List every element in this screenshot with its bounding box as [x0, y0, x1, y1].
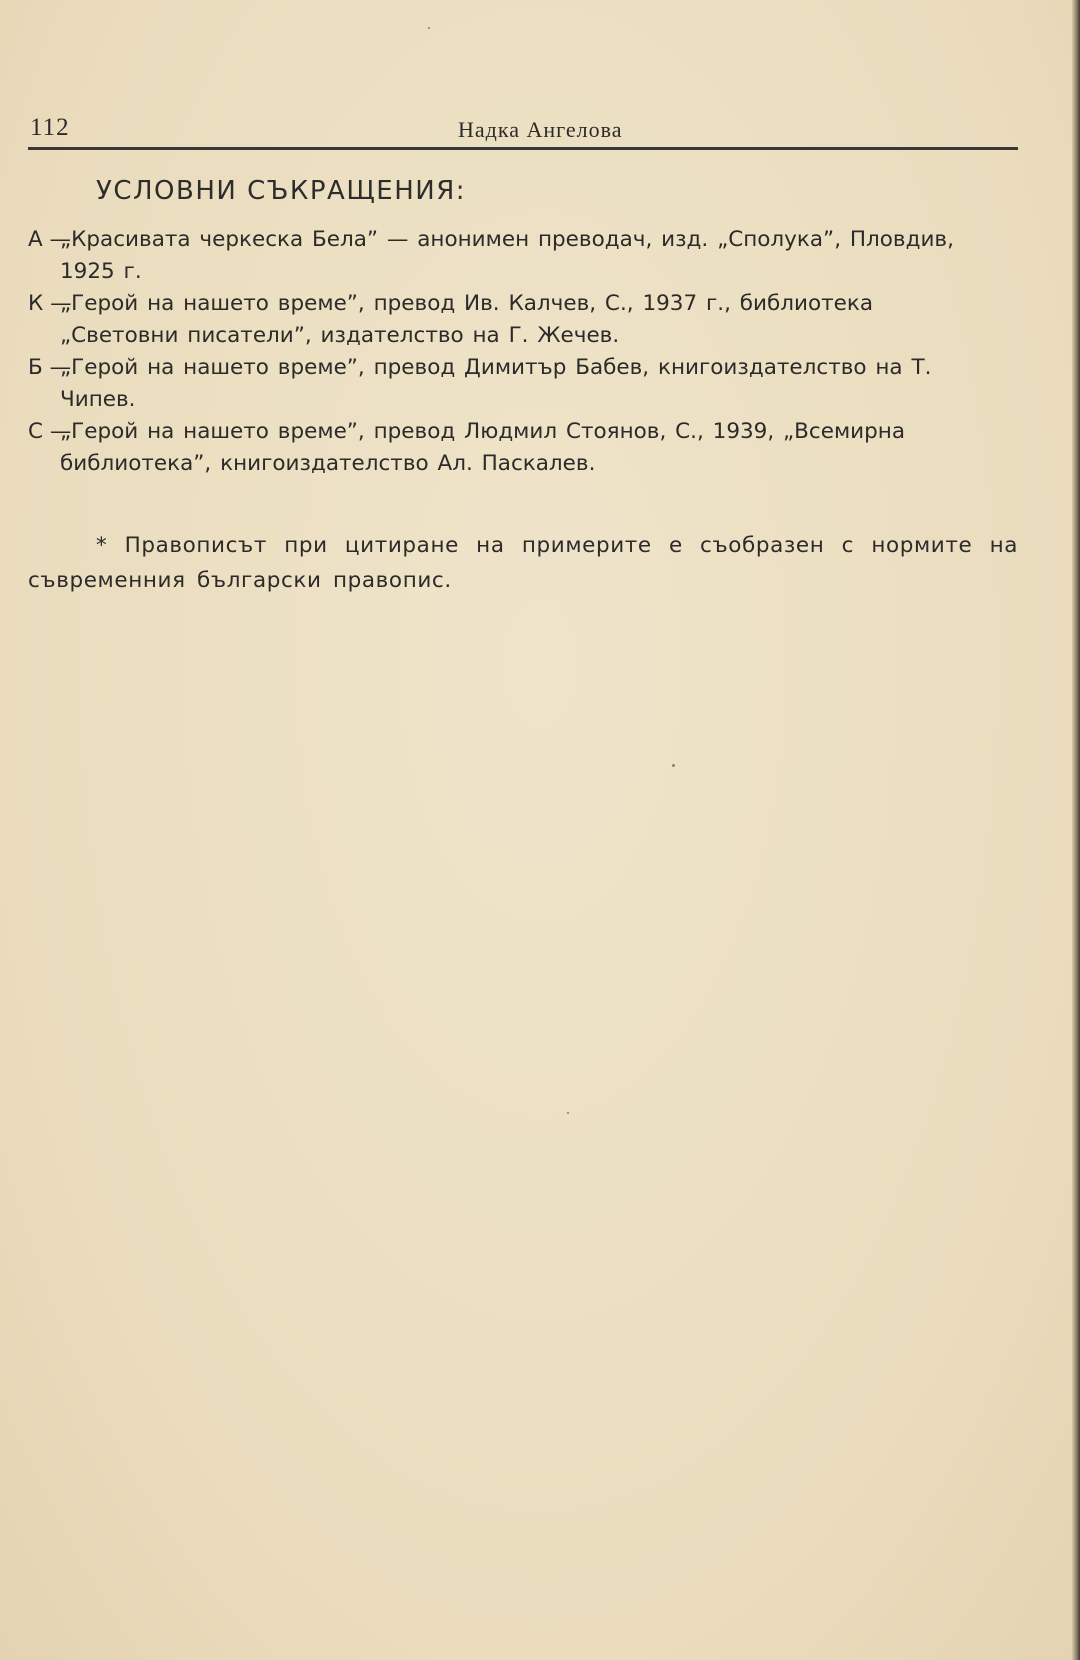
abbreviation-entry	[28, 224, 1018, 288]
page-spine-edge	[1072, 0, 1080, 1660]
running-head: Надка Ангелова	[458, 117, 623, 142]
abbreviation-text	[60, 224, 1018, 288]
paper-speck	[567, 1112, 569, 1114]
abbreviation-entry	[28, 416, 1018, 480]
abbreviation-text-line: „Герой на нашето време”, превод Димитър Бабев, книгоиздателство на Т.	[60, 355, 932, 380]
abbreviation-entry	[28, 352, 1018, 416]
abbreviation-text	[60, 352, 1018, 416]
footnote-line: съвременния български правопис.	[28, 568, 452, 593]
abbreviation-key: Б —	[28, 355, 72, 380]
abbreviation-text	[60, 288, 1018, 352]
page-header	[28, 112, 1018, 148]
abbreviation-text-line: 1925 г.	[60, 259, 142, 284]
abbreviation-key: С —	[28, 419, 72, 444]
footnote	[28, 528, 1018, 598]
paper-speck	[428, 27, 430, 29]
abbreviation-key: К —	[28, 291, 72, 316]
abbreviation-text-line: „Герой на нашето време”, превод Людмил Стоянов, С., 1939, „Всемирна	[60, 419, 906, 444]
abbreviation-entry	[28, 288, 1018, 352]
abbreviation-text-line: библиотека”, книгоиздателство Ал. Паскалев.	[60, 451, 596, 476]
paper-speck	[672, 764, 675, 767]
abbreviation-text-line: „Световни писатели”, издателство на Г. Жечев.	[60, 323, 620, 348]
abbreviation-key: А —	[28, 227, 72, 252]
header-rule	[28, 147, 1018, 150]
page-number: 112	[30, 114, 70, 141]
footnote-line: * Правописът при цитиране на примерите е съобразен с нормите на	[96, 533, 1018, 558]
abbreviation-text-line: „Красивата черкеска Бела” — анонимен преводач, изд. „Сполука”, Пловдив,	[60, 227, 954, 252]
abbreviation-text	[60, 416, 1018, 480]
abbreviation-text-line: „Герой на нашето време”, превод Ив. Калчев, С., 1937 г., библиотека	[60, 291, 874, 316]
abbreviation-text-line: Чипев.	[60, 387, 136, 412]
abbreviation-list	[28, 224, 1018, 480]
section-title: УСЛОВНИ СЪКРАЩЕНИЯ:	[96, 176, 467, 206]
